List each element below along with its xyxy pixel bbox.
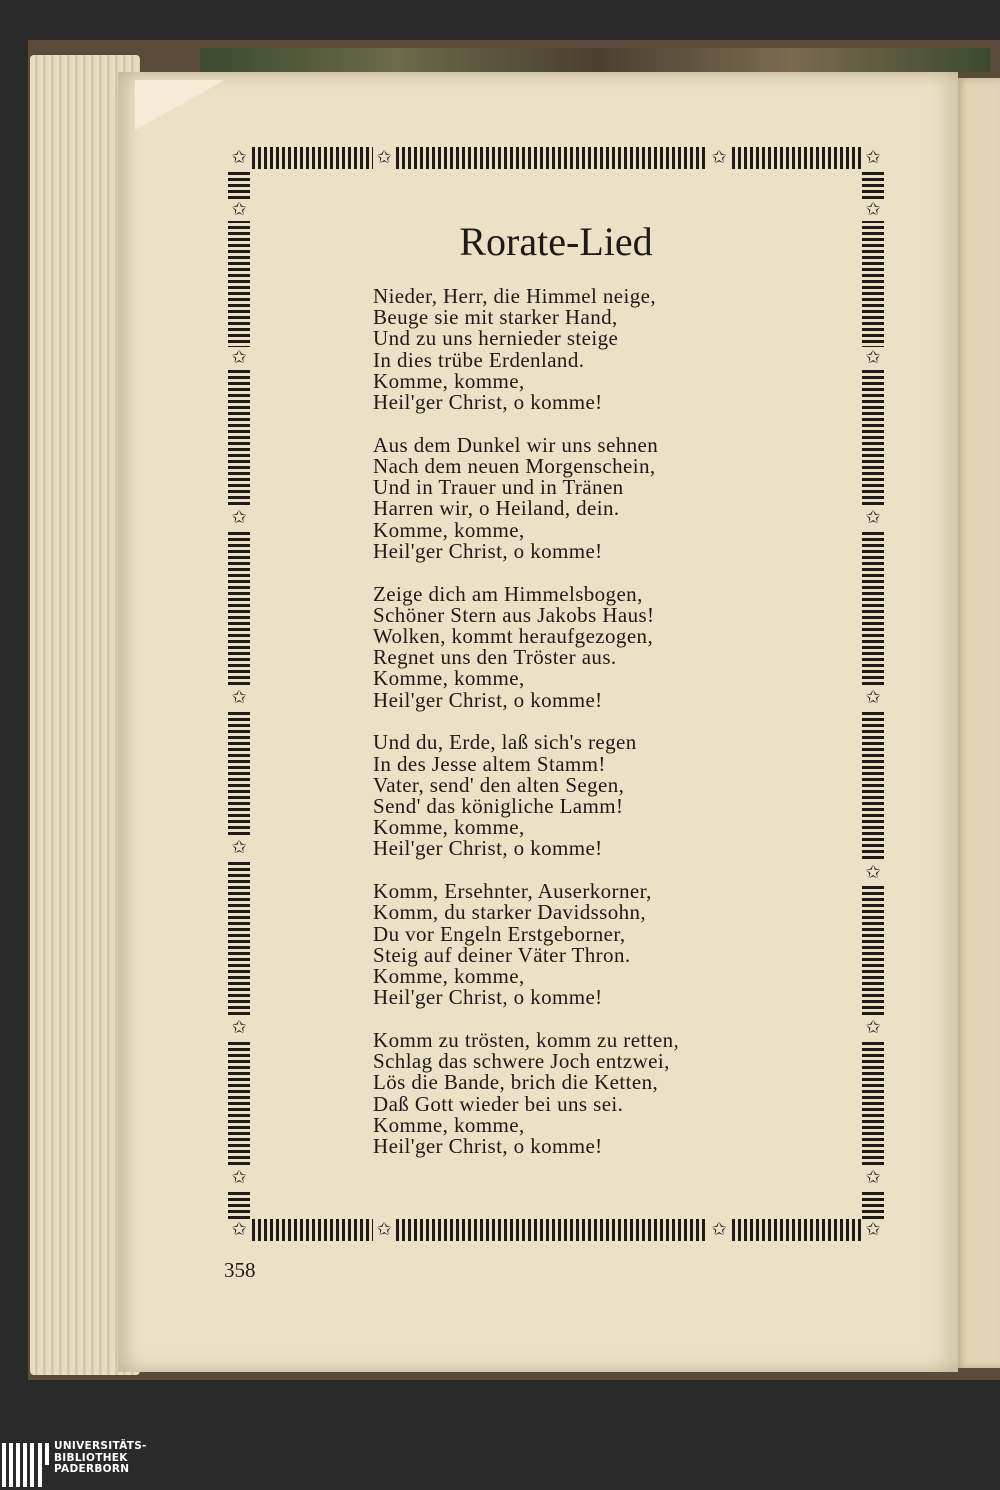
poem-line: Lös die Bande, brich die Ketten, bbox=[373, 1070, 659, 1095]
poem-line: Nach dem neuen Morgenschein, bbox=[373, 454, 656, 479]
poem-line: Heil'ger Christ, o komme! bbox=[373, 538, 603, 563]
poem-line: Komme, komme, bbox=[373, 368, 525, 393]
library-name-line: PADERBORN bbox=[54, 1463, 130, 1475]
poem-line: Schöner Stern aus Jakobs Haus! bbox=[373, 602, 655, 627]
poem-line: Komme, komme, bbox=[373, 815, 525, 840]
poem-line: Daß Gott wieder bei uns sei. bbox=[373, 1091, 624, 1116]
poem-line: Heil'ger Christ, o komme! bbox=[373, 836, 603, 861]
poem-line: Heil'ger Christ, o komme! bbox=[373, 1134, 603, 1159]
poem-line: Komm zu trösten, komm zu retten, bbox=[373, 1028, 680, 1053]
library-name bbox=[54, 1441, 254, 1476]
star-ornament-icon: ✩ bbox=[228, 507, 250, 529]
poem-line: Und in Trauer und in Tränen bbox=[373, 475, 624, 500]
star-ornament-icon: ✩ bbox=[228, 687, 250, 709]
star-ornament-icon: ✩ bbox=[228, 147, 250, 169]
logo-bar bbox=[30, 1443, 34, 1487]
border-bottom bbox=[228, 1219, 884, 1241]
poem-line: Komm, du starker Davidssohn, bbox=[373, 900, 647, 925]
poem-line: Komme, komme, bbox=[373, 517, 525, 542]
star-ornament-icon: ✩ bbox=[228, 1167, 250, 1189]
facing-page-edge bbox=[955, 78, 1000, 1368]
star-ornament-icon: ✩ bbox=[862, 199, 884, 221]
stanza bbox=[373, 286, 773, 413]
logo-bar bbox=[9, 1443, 13, 1487]
star-ornament-icon: ✩ bbox=[862, 862, 884, 884]
star-ornament-icon: ✩ bbox=[373, 1219, 395, 1241]
poem-line: Zeige dich am Himmelsbogen, bbox=[373, 581, 643, 606]
library-name-line: UNIVERSITÄTS- bbox=[54, 1440, 147, 1452]
page-number: 358 bbox=[224, 1258, 256, 1282]
poem-line: Heil'ger Christ, o komme! bbox=[373, 390, 603, 415]
poem-line: Steig auf deiner Väter Thron. bbox=[373, 942, 631, 967]
star-ornament-icon: ✩ bbox=[228, 1017, 250, 1039]
star-ornament-icon: ✩ bbox=[862, 347, 884, 369]
poem bbox=[373, 286, 773, 1179]
poem-line: Du vor Engeln Erstgeborner, bbox=[373, 921, 626, 946]
poem-line: Und zu uns hernieder steige bbox=[373, 326, 619, 351]
stanza bbox=[373, 432, 773, 563]
poem-line: Und du, Erde, laß sich's regen bbox=[373, 730, 637, 755]
poem-line: Vater, send' den alten Segen, bbox=[373, 772, 625, 797]
stanza bbox=[373, 881, 773, 1008]
logo-bar bbox=[23, 1443, 27, 1487]
poem-line: In dies trübe Erdenland. bbox=[373, 347, 585, 372]
star-ornament-icon: ✩ bbox=[228, 1219, 250, 1241]
library-name-line: BIBLIOTHEK bbox=[54, 1451, 128, 1464]
star-ornament-icon: ✩ bbox=[228, 347, 250, 369]
poem-line: Schlag das schwere Joch entzwei, bbox=[373, 1049, 670, 1074]
stanza bbox=[373, 732, 773, 859]
star-ornament-icon: ✩ bbox=[862, 1167, 884, 1189]
star-ornament-icon: ✩ bbox=[708, 147, 730, 169]
poem-line: Komm, Ersehnter, Auserkorner, bbox=[373, 879, 652, 904]
star-ornament-icon: ✩ bbox=[862, 687, 884, 709]
star-ornament-icon: ✩ bbox=[373, 147, 395, 169]
stanza bbox=[373, 1030, 773, 1157]
poem-line: Beuge sie mit starker Hand, bbox=[373, 305, 618, 330]
star-ornament-icon: ✩ bbox=[862, 507, 884, 529]
star-ornament-icon: ✩ bbox=[862, 1017, 884, 1039]
star-ornament-icon: ✩ bbox=[228, 199, 250, 221]
poem-line: Komme, komme, bbox=[373, 666, 525, 691]
star-ornament-icon: ✩ bbox=[228, 837, 250, 859]
star-ornament-icon: ✩ bbox=[708, 1219, 730, 1241]
page-title: Rorate-Lied bbox=[459, 219, 653, 264]
star-ornament-icon: ✩ bbox=[862, 147, 884, 169]
poem-line: In des Jesse altem Stamm! bbox=[373, 751, 606, 776]
poem-line: Aus dem Dunkel wir uns sehnen bbox=[373, 432, 659, 457]
logo-bar bbox=[38, 1443, 42, 1487]
star-ornament-icon: ✩ bbox=[862, 1219, 884, 1241]
library-bars-icon bbox=[0, 1443, 48, 1487]
logo-bar bbox=[16, 1443, 20, 1487]
poem-line: Harren wir, o Heiland, dein. bbox=[373, 496, 620, 521]
poem-line: Send' das königliche Lamm! bbox=[373, 794, 624, 819]
book-cover-edge bbox=[200, 48, 990, 72]
poem-line: Heil'ger Christ, o komme! bbox=[373, 687, 603, 712]
poem-line: Komme, komme, bbox=[373, 1112, 525, 1137]
folded-corner bbox=[135, 80, 225, 130]
logo-bar bbox=[45, 1443, 49, 1465]
logo-bar bbox=[2, 1443, 6, 1487]
poem-line: Komme, komme, bbox=[373, 964, 525, 989]
poem-line: Nieder, Herr, die Himmel neige, bbox=[373, 284, 657, 308]
poem-line: Wolken, kommt heraufgezogen, bbox=[373, 624, 654, 649]
stanza bbox=[373, 581, 773, 712]
border-top bbox=[228, 147, 884, 169]
poem-line: Regnet uns den Tröster aus. bbox=[373, 645, 617, 670]
poem-line: Heil'ger Christ, o komme! bbox=[373, 985, 603, 1010]
